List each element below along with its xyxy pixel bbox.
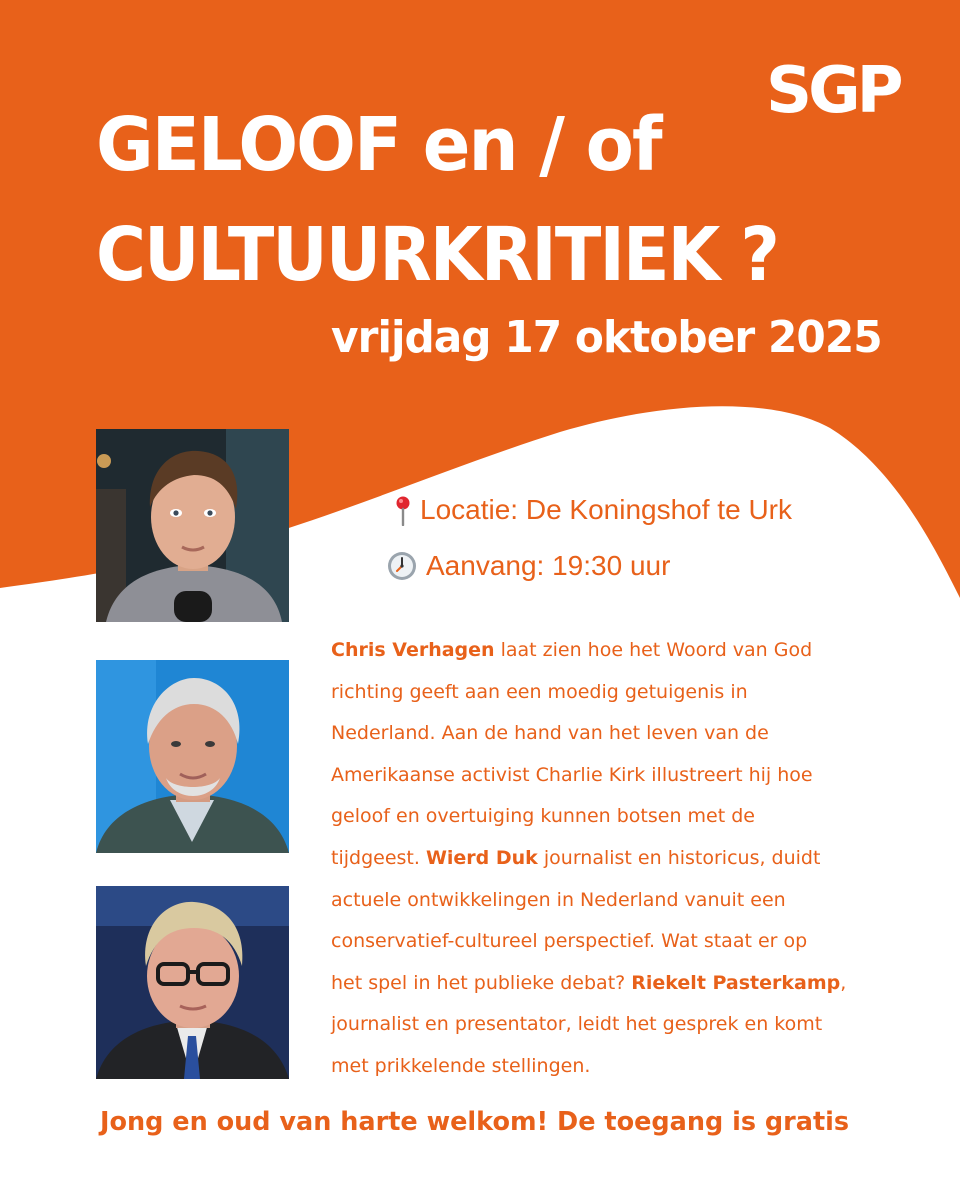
event-description: [331, 630, 911, 1088]
description-line-3: Nederland. Aan de hand van het leven van de: [331, 722, 769, 745]
sgp-logo: [766, 52, 912, 118]
description-line-8: conservatief-cultureel perspectief. Wat staat er op: [331, 930, 808, 953]
speaker-photo-wierd-duk: [96, 660, 289, 853]
description-line-11: met prikkelende stellingen.: [331, 1054, 591, 1077]
event-date: vrijdag 17 oktober 2025: [331, 312, 882, 363]
speaker-name-chris-verhagen: Chris Verhagen: [331, 639, 495, 661]
speaker-photo-riekelt-pasterkamp: [96, 886, 289, 1079]
title-line-2: CULTUURKRITIEK ?: [96, 212, 779, 298]
title-line-1: GELOOF en / of: [96, 102, 661, 188]
description-line-6: tijdgeest. Wierd Duk journalist en historicus, duidt: [331, 846, 821, 869]
time-text: Aanvang: 19:30 uur: [426, 550, 671, 581]
clock-icon: [386, 550, 418, 582]
welcome-tagline: Jong en oud van harte welkom! De toegang is gratis: [100, 1107, 850, 1137]
time-row: [386, 550, 670, 582]
speaker-photo-chris-verhagen: [96, 429, 289, 622]
description-line-5: geloof en overtuiging kunnen botsen met de: [331, 805, 755, 828]
description-line-1: Chris Verhagen laat zien hoe het Woord van God: [331, 639, 813, 661]
description-line-9: het spel in het publieke debat? Riekelt Pasterkamp,: [331, 971, 847, 994]
description-line-2: richting geeft aan een moedig getuigenis in: [331, 680, 748, 703]
description-line-10: journalist en presentator, leidt het gesprek en komt: [331, 1013, 823, 1036]
description-line-4: Amerikaanse activist Charlie Kirk illustreert hij hoe: [331, 763, 813, 786]
location-row: [390, 494, 792, 526]
location-text: Locatie: De Koningshof te Urk: [420, 494, 792, 525]
pin-icon: [390, 494, 416, 526]
description-line-7: actuele ontwikkelingen in Nederland vanuit een: [331, 888, 786, 911]
svg-text:SGP: SGP: [766, 54, 900, 118]
speaker-name-wierd-duk: Wierd Duk: [425, 846, 538, 869]
speaker-name-riekelt-pasterkamp: Riekelt Pasterkamp: [631, 971, 841, 994]
